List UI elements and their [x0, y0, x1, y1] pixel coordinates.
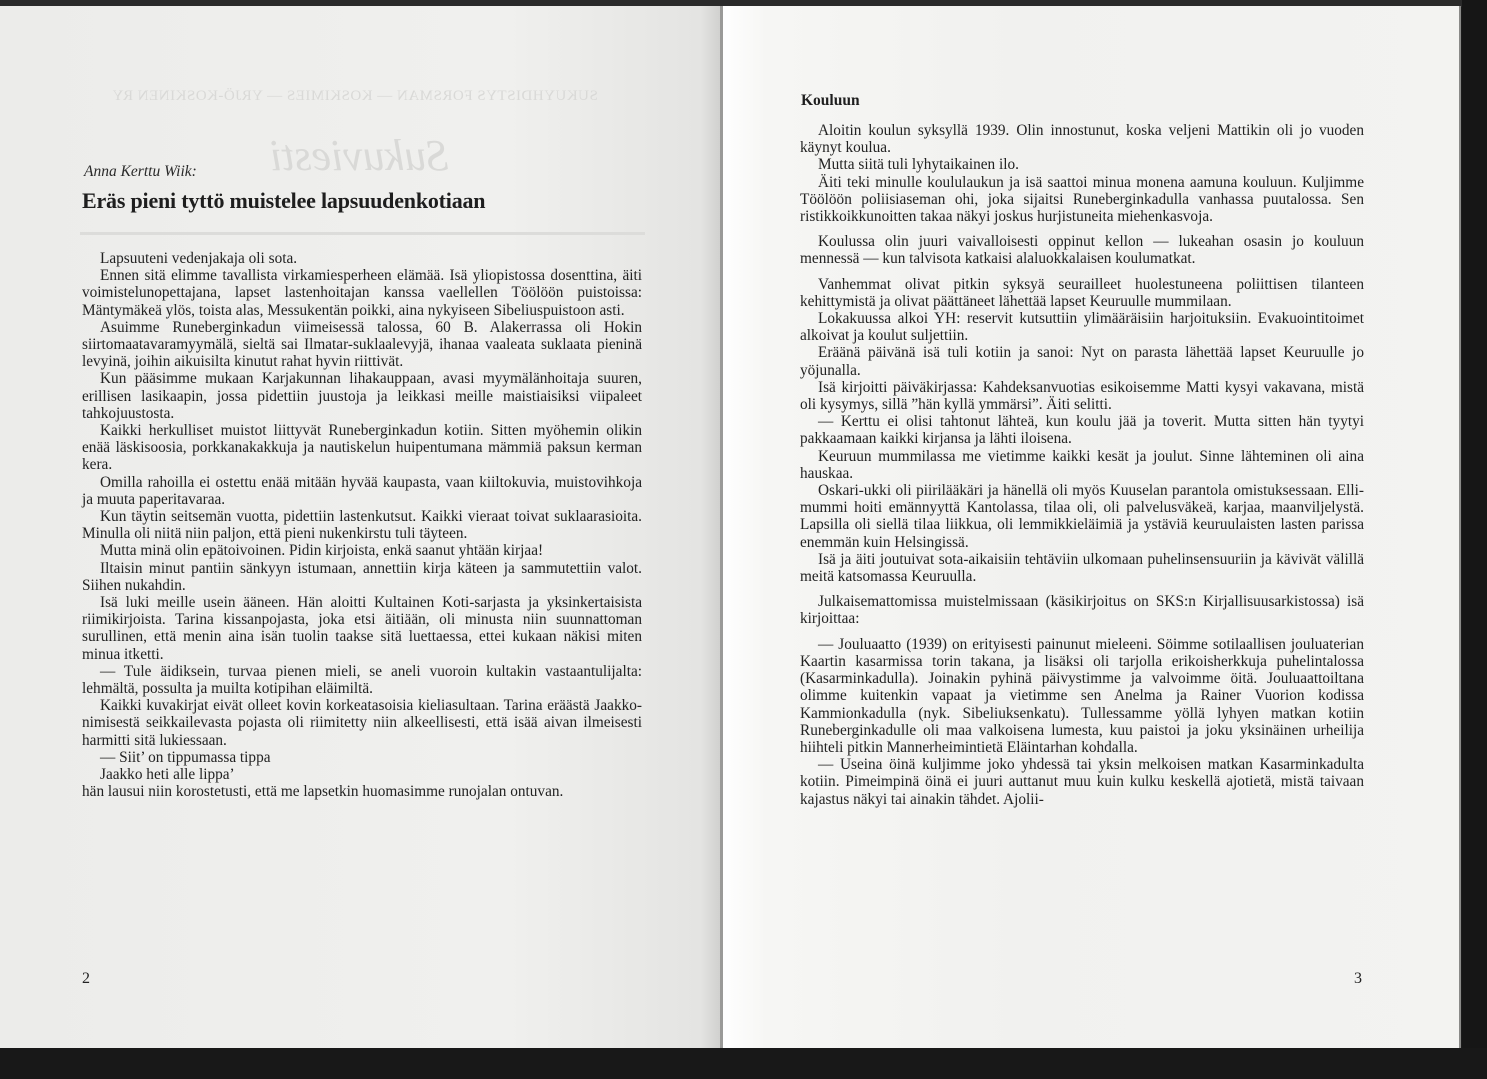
show-through-masthead: Sukuviesti	[270, 131, 449, 180]
verse-line: Jaakko heti alle lippa’	[100, 766, 235, 784]
paragraph: Kaikki kuvakirjat eivät olleet kovin korkeatasoisia kieliasultaan. Tarina eräästä Jaakko-nimisestä seikkailevasta pojasta oli riimitetty niin alkeellisesti, että isää aivan ilmeisesti harmitti sitä lukiessaan.	[82, 697, 642, 749]
scan-background-bottom	[0, 1048, 1487, 1079]
paragraph: Ennen sitä elimme tavallista virkamiesperheen elämää. Isä yliopistossa dosenttina, äiti voimistelunopettajana, lapset lastenhoitajan kanssa vaellellen Töölöön puistoissa: Mäntymäkeä ylös, toista alas, Messukentän poikki, aina nykyiseen Sibeliuspuistoon asti.	[82, 267, 642, 319]
paragraph: Aloitin koulun syksyllä 1939. Olin innostunut, koska veljeni Mattikin oli jo vuoden käynyt koulua.	[800, 122, 1364, 157]
paragraph: Eräänä päivänä isä tuli kotiin ja sanoi: Nyt on parasta lähettää lapset Keuruulle jo yöjunalla.	[800, 344, 1364, 379]
paragraph: Lapsuuteni vedenjakaja oli sota.	[100, 250, 298, 267]
left-page-body	[82, 250, 642, 801]
paragraph: Iltaisin minut pantiin sänkyyn istumaan, annettiin kirja käteen ja sammutettiin valot. Siihen nukahdin.	[82, 559, 642, 594]
article-title: Eräs pieni tyttö muistelee lapsuudenkotiaan	[82, 188, 486, 213]
paragraph: Lokakuussa alkoi YH: reservit kutsuttiin ylimääräisiin harjoituksiin. Evakuointitoimet alkoivat ja koulut suljettiin.	[800, 310, 1364, 345]
right-page-body	[800, 122, 1364, 808]
scan-background-right	[1462, 0, 1487, 1079]
paragraph: Isä ja äiti joutuivat sota-aikaisiin tehtäviin ulkomaan puhelinsensuuriin ja kävivät välillä meitä katsomassa Keuruulla.	[800, 550, 1364, 586]
paragraph: Kun pääsimme mukaan Karjakunnan lihakauppaan, avasi myymälänhoitaja suuren, erillisen lasikaapin, jossa pidettiin juustoja ja leikkasi meille maistiaisiksi viipaleet tahkojuustosta.	[82, 370, 642, 422]
show-through-rule	[80, 232, 645, 235]
paragraph: Keuruun mummilassa me vietimme kaikki kesät ja joulut. Sinne lähteminen oli aina hauskaa.	[800, 447, 1364, 482]
paragraph: — Tule äidiksein, turvaa pienen mieli, se aneli vuoroin kultakin vastaantulijalta: lehmältä, possulta ja muilta kotipihan eläimiltä.	[82, 662, 642, 698]
book-gutter	[720, 6, 723, 1049]
paragraph: Vanhemmat olivat pitkin syksyä seurailleet huolestuneena poliittisen tilanteen kehittymistä ja olivat päättäneet lähettää lapset Keuruulle mummilaan.	[800, 275, 1364, 310]
paragraph: — Kerttu ei olisi tahtonut lähteä, kun koulu jää ja toverit. Mutta sitten hän tyytyi pakkaamaan kaikki kirjansa ja lähti iloisena.	[800, 413, 1364, 448]
article-byline: Anna Kerttu Wiik:	[84, 163, 197, 180]
paragraph: Asuimme Runeberginkadun viimeisessä talossa, 60 B. Alakerrassa oli Hokin siirtomaatavaramyymälä, sieltä sai Ilmatar-suklaalevyjä, ihanaa vaaleata suklaata pieninä levyinä, joihin aikuisilta kinutut rahat hyvin riittivät.	[82, 318, 642, 371]
closing-paragraph: hän lausui niin korostetusti, että me lapsetkin huomasimme runojalan ontuvan.	[82, 783, 564, 801]
quoted-paragraph: — Useina öinä kuljimme joko yhdessä tai yksin melkoisen matkan Kasarminkadulta kotiin. Pimeimpinä öinä ei juuri auttanut muu kuin kulku keskellä ajotietä, mistä taivaan kajastus näkyi tai ainakin tähdet. Ajolii-	[800, 756, 1364, 808]
page-number-right: 3	[1354, 970, 1362, 987]
paragraph: Isä luki meille usein ääneen. Hän aloitti Kultainen Koti-sarjasta ja yksinkertaisista riimikirjoista. Tarina kissanpojasta, joka etsi äitiään, oli minusta niin suunnattoman surullinen, että menin aina isän tuolin taakse sitä luettaessa, ettei kukaan näkisi miten minua itketti.	[82, 594, 642, 663]
paragraph: Julkaisemattomissa muistelmissaan (käsikirjoitus on SKS:n Kirjallisuusarkistossa) isä kirjoittaa:	[800, 593, 1364, 628]
page-number-left: 2	[82, 970, 90, 987]
show-through-header: SUKUYHDISTYS FORSMAN — KOSKIMIES — YRJÖ-KOSKINEN RY	[112, 88, 598, 104]
paragraph: Kun täytin seitsemän vuotta, pidettiin lastenkutsut. Kaikki vieraat toivat suklaarasioita. Minulla oli niitä niin paljon, että pieni nukenkirstu tuli täyteen.	[82, 508, 642, 543]
paragraph: Mutta siitä tuli lyhytaikainen ilo.	[818, 156, 1019, 174]
paragraph: Koulussa olin juuri vaivalloisesti oppinut kellon — lukeahan osasin jo kouluun mennessä — kun talvisota katkaisi alaluokkalaisen koulumatkat.	[800, 233, 1364, 268]
paragraph: Mutta minä olin epätoivoinen. Pidin kirjoista, enkä saanut yhtään kirjaa!	[100, 542, 544, 560]
paragraph: Isä kirjoitti päiväkirjassa: Kahdeksanvuotias esikoisemme Matti kysyi vakavana, mistä oli kysymys, sillä ”hän kyllä ymmärsi”. Äiti selitti.	[800, 378, 1364, 414]
verse-line: — Siit’ on tippumassa tippa	[100, 748, 271, 766]
quoted-paragraph: — Jouluaatto (1939) on erityisesti painunut mieleeni. Söimme sotilaallisen jouluaterian Kaartin kasarmissa torin takana, ja lisäksi oli tarjolla erikoisherkkuja puhelintalossa (Kasarminkadulla). Joinakin pyhinä päivystimme ja valvoimme öitä. Jouluaattoiltana olimme kuitenkin vapaat ja vietimme sen Anelma ja Rainer Vuorion kodissa Kammionkadulla (nyk. Sibeliuksenkatu). Tullessamme yöllä lyhyen matkan kotiin Runeberginkadulle oli maa valkoisena lumesta, kuu paistoi ja joku yksinäinen urheilija hiihteli pitkin Mannerheimintietä Eläintarhan kohdalla.	[800, 635, 1364, 756]
paragraph: Äiti teki minulle koululaukun ja isä saattoi minua monena aamuna kouluun. Kuljimme Töölöön poliisiaseman ohi, joka sijaitsi Runeberginkadulla vanhassa puutalossa. Sen ristikkoikkunoitten takaa näkyi joskus hurjistuneita miehenkasvoja.	[800, 173, 1364, 226]
section-heading: Kouluun	[801, 92, 860, 109]
paragraph: Omilla rahoilla ei ostettu enää mitään hyvää kaupasta, vaan kiiltokuvia, muistovihkoja ja muuta paperitavaraa.	[82, 473, 642, 508]
paragraph: Kaikki herkulliset muistot liittyvät Runeberginkadun kotiin. Sitten myöhemin olikin enää läskisoosia, porkkanakakkuja ja nautiskelun huipentumana mämmiä paksun kerman kera.	[82, 422, 642, 474]
paragraph: Oskari-ukki oli piirilääkäri ja hänellä oli myös Kuuselan parantola omistuksessaan. Elli-mummi hoiti emännyyttä Kantolassa, tilaa oli, oli palvelusväkeä, karjaa, maanviljelystä. Lapsilla oli siellä tilaa liikkua, oli lemmikkieläimiä ja ystäviä keuruulaisten lasten parissa enemmän kuin Helsingissä.	[800, 482, 1364, 551]
